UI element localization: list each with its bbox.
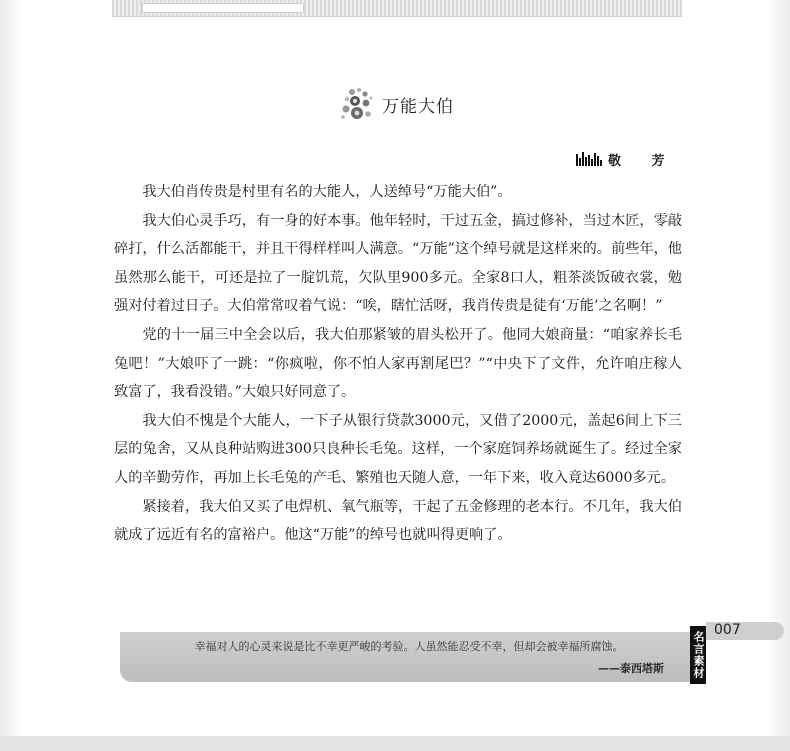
page-bottom-edge	[0, 736, 790, 751]
paragraph: 我大伯不愧是个大能人，一下子从银行贷款3000元，又借了2000元，盖起6间上下三层的兔舍，又从良种站购进300只良种长毛兔。这样，一个家庭饲养场就诞生了。经过全家人的辛勤劳作，再加上长毛兔的产毛、繁殖也天随人意，一年下来，收入竟达6000多元。	[114, 412, 682, 486]
author-name: 敬 芳	[608, 154, 678, 169]
section-label: 名言素材	[690, 626, 706, 684]
quote-text: 幸福对人的心灵来说是比不幸更严峻的考验。人虽然能忍受不幸，但却会被幸福所腐蚀。	[194, 640, 624, 653]
top-strip-slot	[142, 3, 304, 13]
bar-chart-icon	[576, 152, 602, 166]
paragraph: 紧接着，我大伯又买了电焊机、氧气瓶等，干起了五金修理的老本行。不几年，我大伯就成了远近有名的富裕户。他这“万能”的绰号也就叫得更响了。	[114, 498, 682, 544]
page-number-tab	[706, 622, 784, 640]
top-decorative-strip	[112, 0, 682, 17]
article-body	[114, 178, 682, 550]
flower-ornament-icon	[338, 84, 382, 124]
paragraph: 党的十一届三中全会以后，我大伯那紧皱的眉头松开了。他同大娘商量：“咱家养长毛兔吧！”大娘吓了一跳：“你疯啦，你不怕人家再割尾巴？”“中央下了文件，允许咱庄稼人致富了，我看没错。”大娘只好同意了。	[114, 326, 682, 401]
paragraph: 我大伯心灵手巧，有一身的好本事。他年轻时，干过五金，搞过修补，当过木匠，零敲碎打，什么活都能干，并且干得样样叫人满意。“万能”这个绰号就是这样来的。前些年，他虽然那么能干，可还是拉了一腚饥荒，欠队里900多元。全家8口人，粗茶淡饭破衣裳，勉强对付着过日子。大伯常常叹着气说：“唉，瞎忙活呀，我肖传贵是徒有‘万能’之名啊！”	[114, 212, 682, 315]
page-number: 007	[714, 622, 741, 638]
quote-source: ——泰西塔斯	[598, 662, 664, 675]
paragraph: 我大伯肖传贵是村里有名的大能人，人送绰号“万能大伯”。	[142, 184, 512, 200]
page-left-margin	[0, 0, 22, 736]
article-title: 万能大伯	[382, 97, 454, 117]
quote-banner	[120, 632, 690, 682]
